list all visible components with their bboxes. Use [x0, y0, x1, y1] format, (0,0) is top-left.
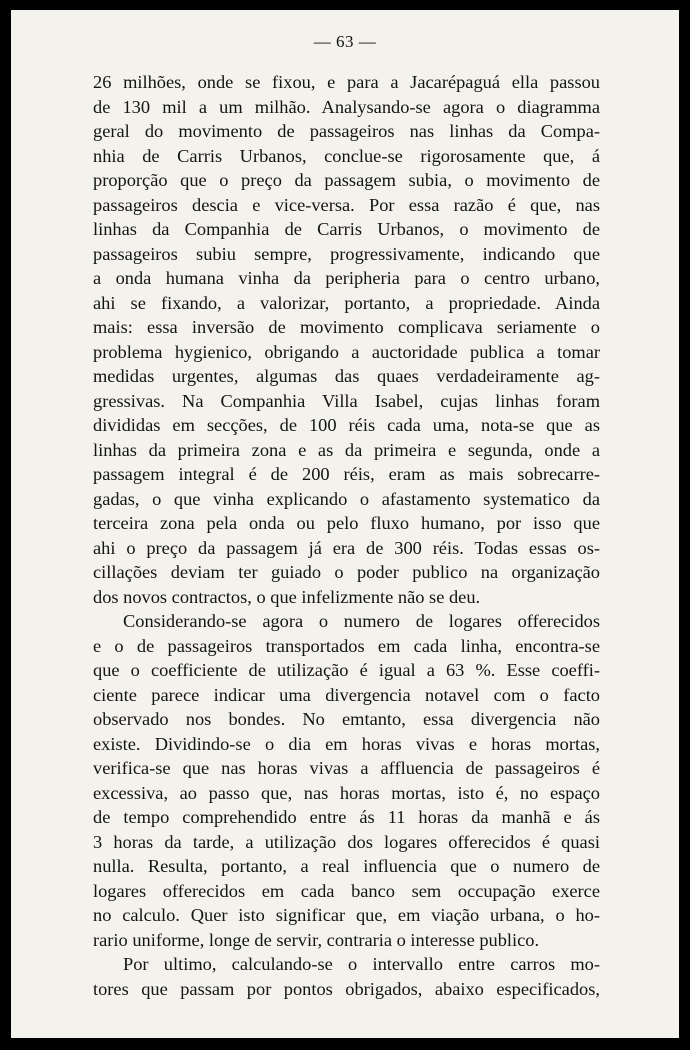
text-line: passageiros descia e vice-versa. Por essa razão é que, nas [93, 194, 600, 215]
text-line: logares offerecidos em cada banco sem occupação exerce [93, 880, 600, 901]
text-line: observado nos bondes. No emtanto, essa divergencia não [93, 709, 600, 729]
text-line: ahi o preço da passagem já era de 300 réis. Todas essas os- [93, 537, 600, 558]
text-line: divididas em secções, de 100 réis cada uma, nota-se que as [93, 415, 600, 435]
text-line: excessiva, ao passo que, nas horas mortas, isto é, no espaço [93, 782, 600, 803]
text-line: 26 milhões, onde se fixou, e para a Jacarépaguá ella passou [93, 72, 600, 92]
text-line: Considerando-se agora o numero de logares offerecidos [123, 611, 600, 631]
text-line: rario uniforme, longe de servir, contraria o interesse publico. [93, 929, 540, 950]
text-line: nulla. Resulta, portanto, a real influencia que o numero de [93, 856, 600, 876]
text-line: proporção que o preço da passagem subia, o movimento de [93, 170, 600, 190]
text-line: mais: essa inversão de movimento complicava seriamente o [93, 317, 600, 337]
text-line: ciente parece indicar uma divergencia notavel com o facto [93, 684, 600, 705]
text-line: gressivas. Na Companhia Villa Isabel, cujas linhas foram [93, 390, 600, 411]
text-line: nhia de Carris Urbanos, conclue-se rigorosamente que, á [93, 145, 600, 166]
text-line: geral do movimento de passageiros nas linhas da Compa- [93, 121, 600, 141]
text-line: de tempo comprehendido entre ás 11 horas da manhã e ás [93, 807, 600, 827]
text-line: gadas, o que vinha explicando o afastamento systematico da [93, 488, 600, 509]
text-line: terceira zona pela onda ou pelo fluxo humano, por isso que [93, 513, 600, 533]
text-line: dos novos contractos, o que infelizmente não se deu. [93, 586, 481, 607]
text-line: verifica-se que nas horas vivas a affluencia de passageiros é [93, 758, 600, 778]
text-line: no calculo. Quer isto significar que, em viação urbana, o ho- [93, 905, 600, 925]
text-line: a onda humana vinha da peripheria para o centro urbano, [93, 268, 600, 288]
text-line: Por ultimo, calculando-se o intervallo entre carros mo- [123, 954, 600, 974]
book-page [11, 10, 679, 1038]
text-line: 3 horas da tarde, a utilização dos logares offerecidos é quasi [93, 831, 600, 852]
text-line: tores que passam por pontos obrigados, abaixo especificados, [93, 978, 600, 999]
text-line: existe. Dividindo-se o dia em horas vivas e horas mortas, [93, 733, 600, 754]
text-line: linhas da primeira zona e as da primeira e segunda, onde a [93, 439, 600, 460]
text-line: que o coefficiente de utilização é igual a 63 %. Esse coeffi- [93, 660, 600, 680]
paragraph [93, 609, 600, 952]
paragraph [93, 952, 600, 1001]
text-line: ahi se fixando, a valorizar, portanto, a propriedade. Ainda [93, 292, 600, 313]
paragraph [93, 70, 600, 609]
text-line: medidas urgentes, algumas das quaes verdadeiramente ag- [93, 366, 600, 386]
text-line: e o de passageiros transportados em cada linha, encontra-se [93, 635, 600, 656]
body-text [93, 70, 600, 1001]
text-line: passageiros subiu sempre, progressivamente, indicando que [93, 243, 600, 264]
text-line: problema hygienico, obrigando a auctoridade publica a tomar [93, 341, 600, 362]
text-line: passagem integral é de 200 réis, eram as mais sobrecarre- [93, 464, 600, 484]
text-line: de 130 mil a um milhão. Analysando-se agora o diagramma [93, 96, 600, 117]
text-line: cillações deviam ter guiado o poder publico na organização [93, 562, 600, 582]
text-line: linhas da Companhia de Carris Urbanos, o movimento de [93, 219, 600, 239]
page-number: — 63 — [313, 32, 377, 51]
